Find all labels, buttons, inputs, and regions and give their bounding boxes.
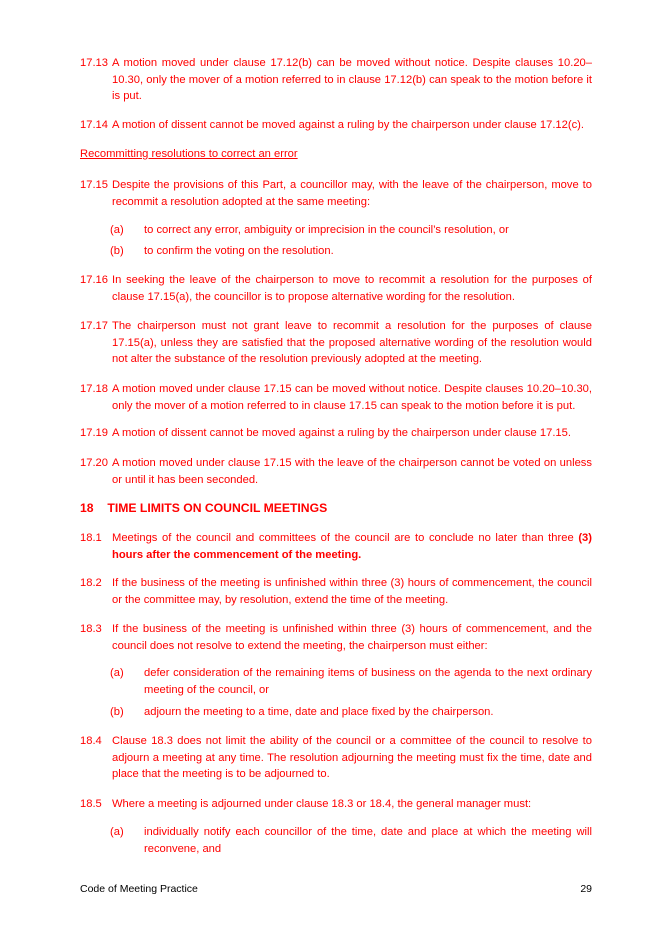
clause-text: A motion moved under clause 17.15 can be moved without notice. Despite clauses 10.20–10.30, only the mover of a motion referred to in clause 17.15 can speak to the motion before it is put.	[112, 383, 592, 412]
clause-17-17	[80, 318, 592, 368]
subitem-18-3-a	[110, 665, 592, 698]
subitem-text: individually notify each councillor of the time, date and place at which the meeting will reconvene, and	[144, 826, 592, 855]
section-title: TIME LIMITS ON COUNCIL MEETINGS	[107, 501, 328, 515]
clause-text: Meetings of the council and committees of the council are to conclude no later than three	[112, 532, 579, 544]
clause-18-2	[80, 575, 592, 608]
page-number: 29	[580, 883, 592, 895]
clause-number: 18.3	[80, 623, 102, 635]
subitem-text: adjourn the meeting to a time, date and place fixed by the chairperson.	[144, 706, 494, 718]
subitem-number: (b)	[110, 706, 124, 718]
section-heading	[80, 499, 327, 517]
subitem-18-5-a	[110, 824, 592, 857]
subitem-text: to confirm the voting on the resolution.	[144, 245, 334, 257]
subheading-recommitting: Recommitting resolutions to correct an error	[80, 148, 298, 160]
section-number: 18	[80, 501, 94, 515]
clause-text: Where a meeting is adjourned under clause 18.3 or 18.4, the general manager must:	[112, 798, 532, 810]
clause-18-4	[80, 733, 592, 783]
footer-title: Code of Meeting Practice	[80, 883, 198, 895]
clause-text: In seeking the leave of the chairperson to move to recommit a resolution for the purposes of clause 17.15(a), the councillor is to propose alternative wording for the resolution.	[112, 274, 592, 303]
clause-text: A motion moved under clause 17.15 with the leave of the chairperson cannot be voted on unless or until it has been seconded.	[112, 457, 592, 486]
clause-text: The chairperson must not grant leave to recommit a resolution for the purposes of clause 17.15(a), unless they are satisfied that the proposed alternative wording of the resolution would not alter the substance of the resolution previously adopted at the meeting.	[112, 320, 592, 366]
subitem-18-3-b	[110, 704, 592, 721]
subitem-text: defer consideration of the remaining items of business on the agenda to the next ordinary meeting of the council, or	[144, 667, 592, 696]
subitem-17-15-a	[110, 222, 592, 239]
clause-text: A motion moved under clause 17.12(b) can be moved without notice. Despite clauses 10.20–10.30, only the mover of a motion referred to in clause 17.12(b) can speak to the motion before it is put.	[112, 57, 592, 103]
clause-text-wrap	[80, 530, 592, 563]
clause-text: A motion of dissent cannot be moved against a ruling by the chairperson under clause 17.12(c).	[112, 119, 585, 131]
clause-number: 18.2	[80, 577, 102, 589]
clause-text-bold: (3) hours after the commencement of the meeting.	[112, 532, 592, 561]
clause-17-19	[80, 425, 592, 442]
clause-number: 17.16	[80, 274, 108, 286]
clause-number: 17.15	[80, 179, 108, 191]
clause-17-18	[80, 381, 592, 414]
clause-number: 18.4	[80, 735, 102, 747]
clause-number: 17.18	[80, 383, 108, 395]
subitem-17-15-b	[110, 243, 592, 260]
clause-number: 17.20	[80, 457, 108, 469]
clause-17-15	[80, 177, 592, 210]
clause-text: If the business of the meeting is unfinished within three (3) hours of commencement, and the council does not resolve to extend the meeting, the chairperson must either:	[112, 623, 592, 652]
subitem-number: (a)	[110, 224, 124, 236]
clause-number: 18.5	[80, 798, 102, 810]
clause-18-3	[80, 621, 592, 654]
clause-text: If the business of the meeting is unfinished within three (3) hours of commencement, the council or the committee may, by resolution, extend the time of the meeting.	[112, 577, 592, 606]
subitem-number: (b)	[110, 245, 124, 257]
subitem-number: (a)	[110, 667, 124, 679]
clause-18-1	[80, 530, 592, 563]
clause-17-14	[80, 117, 592, 134]
subitem-text: to correct any error, ambiguity or imprecision in the council’s resolution, or	[144, 224, 509, 236]
clause-17-13	[80, 55, 592, 105]
clause-17-16	[80, 272, 592, 305]
clause-text: A motion of dissent cannot be moved against a ruling by the chairperson under clause 17.15.	[112, 427, 571, 439]
clause-number: 17.19	[80, 427, 108, 439]
clause-number: 17.13	[80, 57, 108, 69]
clause-number: 17.17	[80, 320, 108, 332]
clause-text: Clause 18.3 does not limit the ability of the council or a committee of the council to resolve to adjourn a meeting at any time. The resolution adjourning the meeting must fix the time, date and place that the meeting is to be adjourned to.	[112, 735, 592, 781]
clause-18-5	[80, 796, 592, 813]
subitem-number: (a)	[110, 826, 124, 838]
clause-number: 17.14	[80, 119, 108, 131]
clause-17-20	[80, 455, 592, 488]
clause-number: 18.1	[80, 532, 102, 544]
clause-text: Despite the provisions of this Part, a councillor may, with the leave of the chairperson, move to recommit a resolution adopted at the same meeting:	[112, 179, 592, 208]
